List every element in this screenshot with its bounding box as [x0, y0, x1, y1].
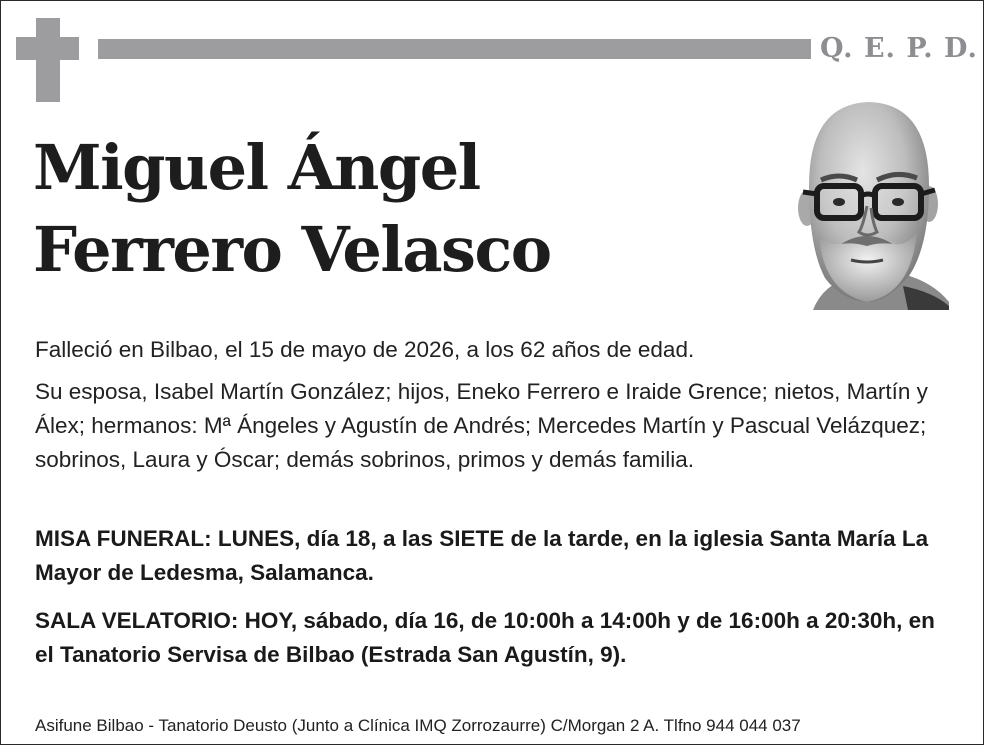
cross-horizontal-beam	[16, 37, 79, 60]
header-rule	[98, 39, 811, 59]
death-notice: Falleció en Bilbao, el 15 de mayo de 2026, a los 62 años de edad.	[35, 337, 695, 362]
funeral-home-footer: Asifune Bilbao - Tanatorio Deusto (Junto a Clínica IMQ Zorrozaurre) C/Morgan 2 A. Tlfno 944 044 037	[35, 716, 801, 735]
funeral-mass-info: MISA FUNERAL: LUNES, día 18, a las SIETE de la tarde, en la iglesia Santa María La Mayor de Ledesma, Salamanca.	[35, 526, 929, 585]
family-members: Su esposa, Isabel Martín González; hijos, Eneko Ferrero e Iraide Grence; nietos, Martín y Álex; hermanos: Mª Ángeles y Agustín de Andrés; Mercedes Martín y Pascual Velázquez; sobrinos, Laura y Óscar; demás sobrinos, primos y demás familia.	[35, 379, 928, 472]
cross-vertical-beam	[36, 18, 60, 102]
portrait-photo	[783, 96, 949, 310]
deceased-name-line1: Miguel Ángel	[33, 131, 480, 204]
deceased-name-line2: Ferrero Velasco	[33, 213, 551, 286]
qepd-label: Q. E. P. D.	[820, 33, 978, 64]
wake-room-info: SALA VELATORIO: HOY, sábado, día 16, de 10:00h a 14:00h y de 16:00h a 20:30h, en el Tanatorio Servisa de Bilbao (Estrada San Agustín, 9).	[35, 608, 935, 667]
